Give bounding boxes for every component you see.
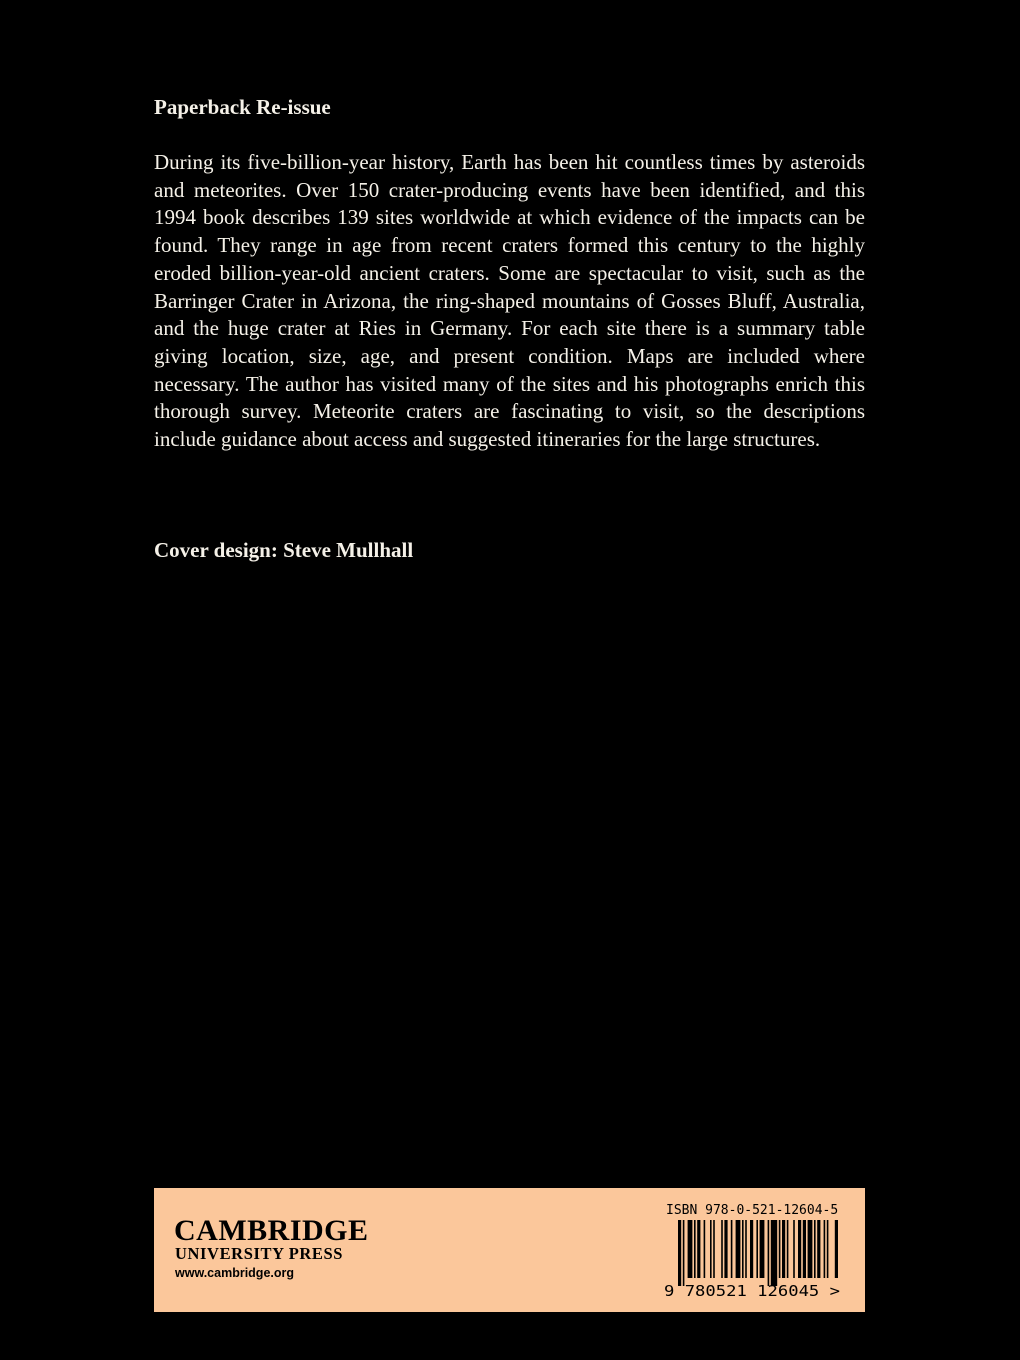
barcode-bar — [688, 1220, 693, 1278]
barcode-bar — [771, 1220, 777, 1286]
barcode-bar — [736, 1220, 741, 1278]
barcode-bar — [724, 1220, 727, 1278]
barcode-bar — [835, 1220, 838, 1278]
book-description: During its five-billion-year history, Earth has been hit countless times by asteroids and meteorites. Over 150 crater-producing events have been identified, and this 1994 book describes 139 sites worldwide at which evidence of the impacts can be found. They range in age from recent craters formed this century to the highly eroded billion-year-old ancient craters. Some are spectacular to visit, such as the Barringer Crater in Arizona, the ring-shaped mountains of Gosses Bluff, Australia, and the huge crater at Ries in Germany. For each site there is a summary table giving location, size, age, and present condition. Maps are included where necessary. The author has visited many of the sites and his photographs enrich this thorough survey. Meteorite craters are fascinating to visit, so the descriptions include guidance about access and suggested itineraries for the large structures. — [154, 150, 865, 452]
barcode-bar — [803, 1220, 806, 1278]
barcode-bar — [704, 1220, 706, 1278]
barcode-bar — [745, 1220, 747, 1278]
barcode-bar — [710, 1220, 712, 1278]
publisher-website: www.cambridge.org — [175, 1266, 295, 1280]
barcode-bar — [713, 1220, 715, 1278]
barcode-bar — [782, 1220, 785, 1278]
publisher-logo-subtitle: UNIVERSITY PRESS — [175, 1244, 344, 1263]
barcode-bar — [827, 1220, 829, 1278]
barcode-bar — [768, 1220, 770, 1286]
barcode-digits: 9 780521 126045 > — [664, 1282, 840, 1300]
barcode-bar — [694, 1220, 696, 1278]
barcode-bar — [793, 1220, 795, 1278]
reissue-heading: Paperback Re-issue — [154, 95, 331, 119]
barcode-bar — [824, 1220, 826, 1278]
isbn-barcode — [664, 1220, 844, 1300]
barcode-bar — [814, 1220, 816, 1278]
barcode-bar — [760, 1220, 765, 1278]
barcode-bar — [798, 1220, 801, 1278]
barcode-bar — [808, 1220, 813, 1278]
barcode-bar — [779, 1220, 781, 1278]
barcode-bar — [678, 1220, 681, 1286]
barcode-bar — [683, 1220, 685, 1286]
barcode-bars — [678, 1220, 838, 1286]
barcode-bar — [756, 1220, 758, 1278]
barcode-bar — [787, 1220, 789, 1278]
publisher-logo-name: CAMBRIDGE — [174, 1214, 369, 1247]
barcode-bar — [697, 1220, 700, 1278]
barcode-bar — [817, 1220, 820, 1278]
isbn-label: ISBN 978-0-521-12604-5 — [666, 1203, 839, 1218]
cover-design-credit: Cover design: Steve Mullhall — [154, 538, 414, 562]
publisher-footer-band — [154, 1188, 865, 1312]
barcode-bar — [742, 1220, 744, 1278]
barcode-bar — [721, 1220, 723, 1278]
barcode-bar — [750, 1220, 753, 1278]
barcode-bar — [731, 1220, 733, 1278]
